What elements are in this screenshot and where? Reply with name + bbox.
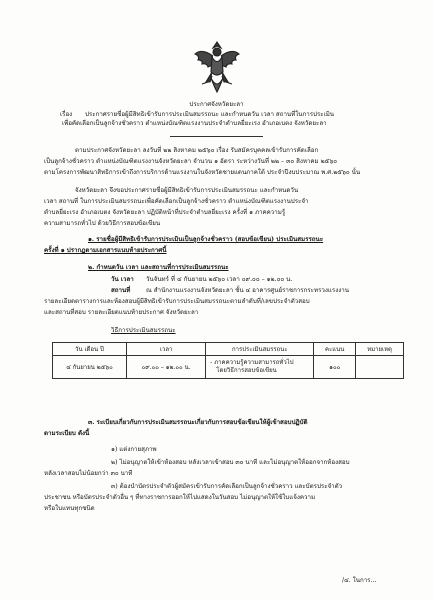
cell-date: ๔ กันยายน ๒๕๖๐ [53,356,127,379]
place-line-3: และสถานที่สอบ รายละเอียดแนบท้ายประกาศ จังหวัดยะลา [44,309,199,316]
assessment-line-1: - ภาคความรู้ความสามารถทั่วไป [210,359,294,366]
item3-line-2: ตามระเบียบ ดังนี้ [44,430,90,437]
item1-line-2: ครั้งที่ ๑ ปรากฏตามเอกสารแนบท้ายประกาศนี้ [44,247,167,254]
rule-2-line-1: ๒) ไม่อนุญาตให้เข้าห้องสอบ หลังเวลาเข้าสอบ ๓๐ นาที และไม่อนุญาตให้ออกจากห้องสอบ [111,459,350,466]
place-value: ณ สำนักงานแรงงานจังหวัดยะลา ชั้น ๔ อาคารศูนย์ราชการกระทรวงแรงงาน [146,287,349,294]
para1-line-1: ตามประกาศจังหวัดยะลา ลงวันที่ ๒๒ สิงหาคม ๒๕๖๐ เรื่อง รับสมัครบุคคลเข้ารับการคัดเลือก [75,147,319,154]
para2-line-1: จังหวัดยะลา จึงขอประกาศรายชื่อผู้มีสิทธิเข้ารับการประเมินสมรรถนะ และกำหนดวัน [75,187,299,194]
subject-label: เรื่อง [60,111,73,118]
para1-line-2: เป็นลูกจ้างชั่วคราว ตำแหน่งบัณฑิตแรงงานจังหวัดยะลา จำนวน ๑ อัตรา ระหว่างวันที่ ๒๒ – ๓๐ สิงหาคม ๒๕๖๐ [44,158,338,165]
rule-1: ๑) แต่งกายสุภาพ [111,446,157,453]
para1-line-3: ตามโครงการพัฒนาสิทธิการเข้าถึงการบริการด้านแรงงานในจังหวัดชายแดนภาคใต้ ประจำปีงบประมาณ พ.ศ.๒๕๖๐ นั้น [44,169,361,176]
rule-2-line-2: หลังเวลาสอบไม่น้อยกว่า ๓๐ นาที [44,470,133,477]
place-label: สถานที่ [111,287,131,294]
header-time: เวลา [126,343,205,356]
place-line-2: รายละเอียดตารางการและห้องสอบผู้มีสิทธิเข้ารับการประเมินสมรรถนะตามลำดับที่/เลขประจำตัวสอบ [44,298,310,305]
method-title: วิธีการประเมินสมรรถนะ [111,327,176,334]
header-note: หมายเหตุ [356,343,404,356]
para2-line-2: เวลา สถานที่ ในการประเมินสมรรถนะเพื่อคัดเลือกเป็นลูกจ้างชั่วคราว ตำแหน่งบัณฑิตแรงงานประจำ [44,198,309,205]
rule-3-line-3: หรือใบแทนทุกชนิด [44,505,95,512]
header-score: คะแนน [314,343,356,356]
item2-title: ๒. กำหนดวัน เวลา และสถานที่การประเมินสมรรถนะ [88,264,229,271]
para2-line-3: ตำบลยี่ยะเรง อำเภอเบตง จังหวัดยะลา ปฏิบัติหน้าที่ประจำตำบลยี่ยะเรง ครั้งที่ ๑ ภาคความรู้ [44,209,286,216]
para2-line-4: ความสามารถทั่วไป ด้วยวิธีการสอบข้อเขียน [44,220,161,227]
cell-score: ๑๐๐ [314,356,356,379]
garuda-emblem-icon [192,36,242,94]
item1-line-1: ๑. รายชื่อผู้มีสิทธิเข้ารับการประเมินเป็นลูกจ้างชั่วคราว (สอบข้อเขียน) ประเมินสมรรถนะ [88,236,324,243]
announcer-title: ประกาศจังหวัดยะลา [189,101,244,108]
header-assessment: การประเมินสมรรถนะ [206,343,314,356]
table-header-row [53,343,404,356]
rule-3-line-2: ประชาชน หรือบัตรประจำตัวอื่น ๆ ที่ทางราชการออกให้ไปแสดงในวันสอบ ไม่อนุญาตให้ใช้ใบแจ้งความ [44,494,316,501]
assessment-schedule-table [52,342,404,379]
cell-note [356,356,404,379]
table-row [53,356,404,379]
header-divider [170,136,263,137]
cell-assessment [206,356,314,379]
item3-line-1: ๓. ระเบียบเกี่ยวกับการประเมินสมรรถนะเกี่ยวกับการสอบข้อเขียนให้ผู้เข้าสอบปฏิบัติ [88,419,308,426]
cell-time: ๐๙.๐๐ – ๑๒.๐๐ น. [126,356,205,379]
date-label: วัน เวลา [111,276,134,283]
assessment-line-2: โดยวิธีการสอบข้อเขียน [216,367,277,374]
continued-marker: /๔. ในการ... [342,577,377,584]
rule-3-line-1: ๓) ต้องนำบัตรประจำตัวผู้สมัครเข้ารับการคัดเลือกเป็นลูกจ้างชั่วคราว และบัตรประจำตัว [111,483,343,490]
header-date: วัน เดือน ปี [53,343,127,356]
date-value: วันจันทร์ ที่ ๔ กันยายน ๒๕๖๐ เวลา ๐๙.๐๐ – ๑๒.๐๐ น. [146,276,293,283]
subject-line-2: เพื่อคัดเลือกเป็นลูกจ้างชั่วคราว ตำแหน่งบัณฑิตแรงงานประจำตำบลยี่ยะเรง อำเภอเบตง จังหวัดยะลา [62,120,327,127]
subject-line-1: ประกาศรายชื่อผู้มีสิทธิเข้ารับการประเมินสมรรถนะ และกำหนดวัน เวลา สถานที่ในการประเมิน [85,111,335,118]
